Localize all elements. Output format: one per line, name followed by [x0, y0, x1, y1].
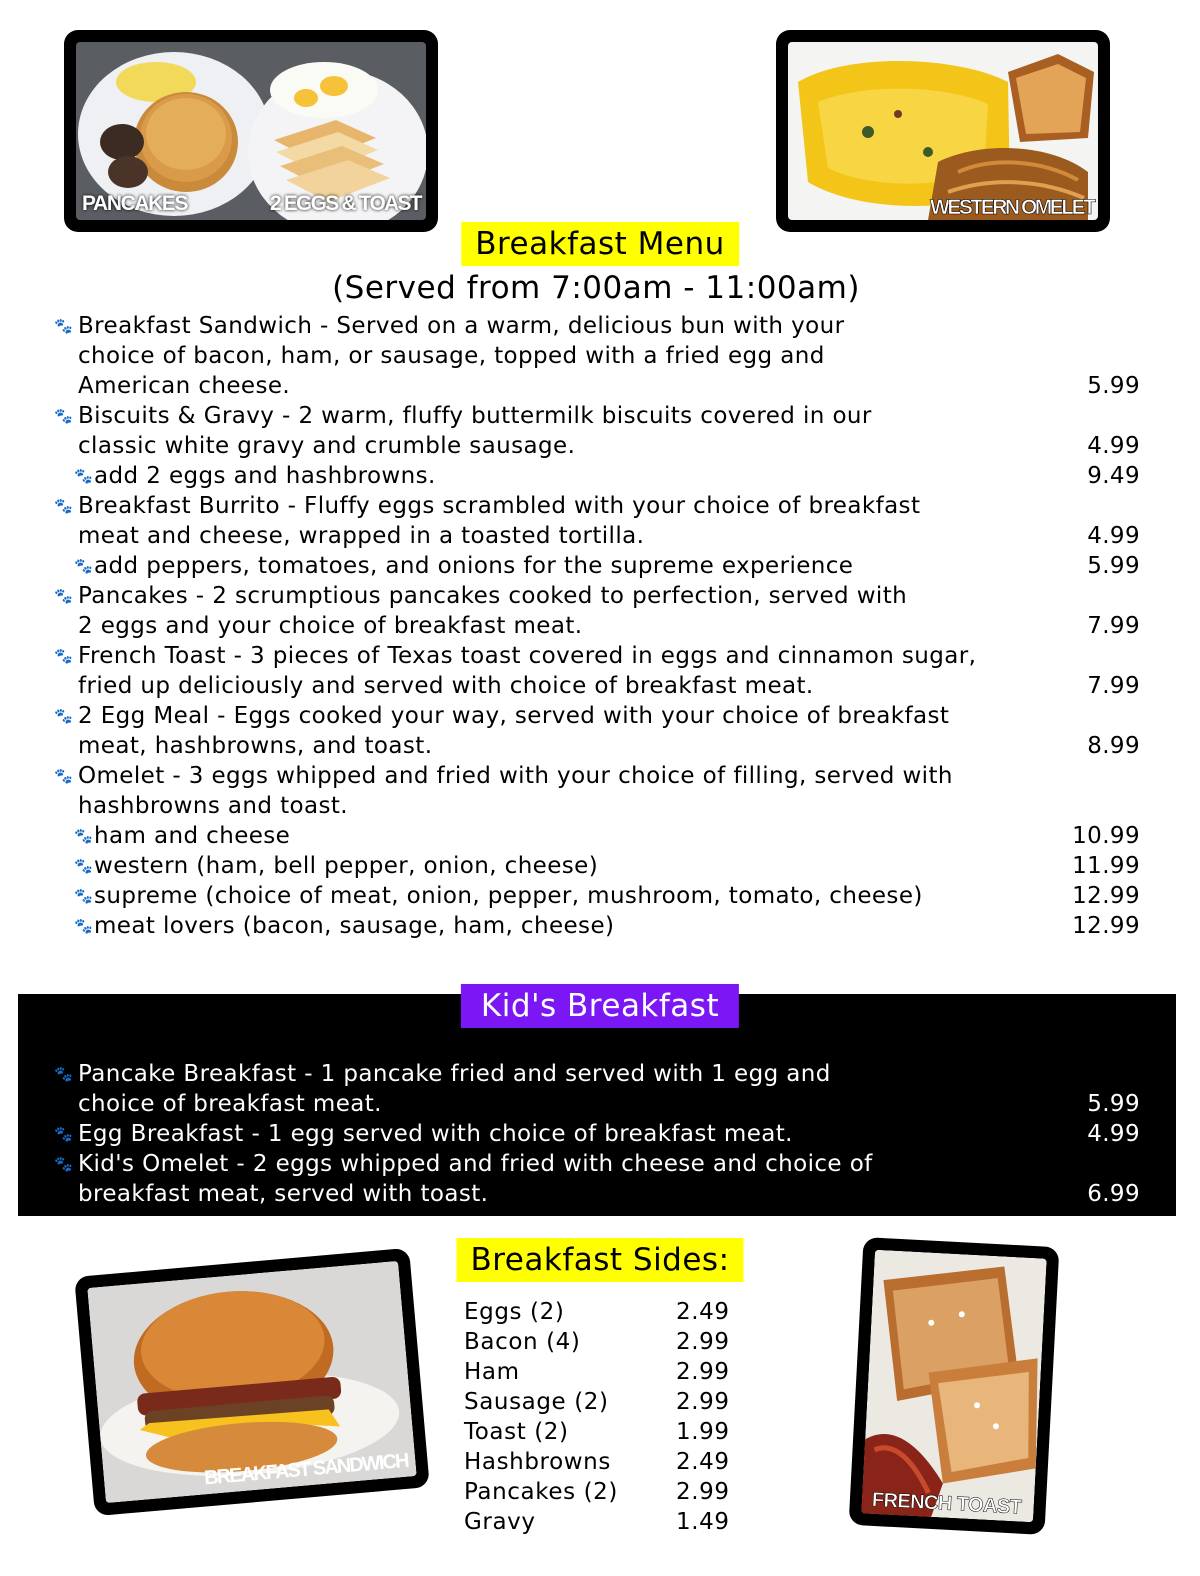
menu-item-line	[54, 431, 1140, 461]
side-item-name: Toast (2)	[464, 1419, 569, 1445]
bullet	[74, 461, 94, 491]
paw-print-icon: 🐾	[54, 767, 74, 785]
pancakes-eggs-photo	[64, 30, 438, 232]
menu-item-line	[54, 701, 1140, 731]
breakfast-menu-title: Breakfast Menu	[461, 222, 739, 266]
side-item-price: 2.99	[676, 1479, 730, 1505]
menu-item-price: 5.99	[1087, 1091, 1140, 1117]
menu-item-line	[54, 371, 1140, 401]
menu-addon-line	[54, 821, 1140, 851]
menu-addon-line	[54, 851, 1140, 881]
bullet	[54, 311, 78, 341]
paw-print-icon: 🐾	[74, 557, 94, 575]
side-item-price: 2.99	[676, 1359, 730, 1385]
menu-addon-text: add peppers, tomatoes, and onions for the supreme experience	[94, 553, 854, 579]
menu-item-line	[54, 671, 1140, 701]
side-item-price: 1.49	[676, 1509, 730, 1535]
western-omelet-photo	[776, 30, 1110, 232]
menu-item-line	[54, 1149, 1140, 1179]
kids-breakfast-title: Kid's Breakfast	[461, 984, 739, 1028]
bullet	[74, 881, 94, 911]
side-item-name: Pancakes (2)	[464, 1479, 618, 1505]
bullet	[54, 581, 78, 611]
menu-item	[54, 311, 1140, 401]
paw-print-icon: 🐾	[54, 407, 74, 425]
menu-item-text: French Toast - 3 pieces of Texas toast covered in eggs and cinnamon sugar,	[78, 643, 977, 669]
breakfast-sandwich-photo	[74, 1248, 430, 1516]
menu-item-line	[54, 581, 1140, 611]
side-item	[464, 1327, 730, 1357]
side-item-price: 2.99	[676, 1329, 730, 1355]
caption-western-omelet: WESTERN OMELET	[930, 196, 1096, 219]
menu-item-text: 2 eggs and your choice of breakfast meat.	[78, 613, 583, 639]
menu-item-line	[54, 761, 1140, 791]
paw-print-icon: 🐾	[54, 497, 74, 515]
french-toast-image	[861, 1250, 1047, 1523]
menu-addon-price: 10.99	[1072, 823, 1140, 849]
menu-addon-price: 12.99	[1072, 883, 1140, 909]
menu-item-text: meat and cheese, wrapped in a toasted tortilla.	[78, 523, 645, 549]
menu-item-price: 7.99	[1087, 613, 1140, 639]
side-item-price: 2.99	[676, 1389, 730, 1415]
menu-item-line	[54, 1059, 1140, 1089]
menu-item-text: classic white gravy and crumble sausage.	[78, 433, 576, 459]
caption-2-eggs-toast: 2 EGGS & TOAST	[270, 192, 422, 215]
side-item-name: Sausage (2)	[464, 1389, 609, 1415]
paw-print-icon: 🐾	[54, 587, 74, 605]
menu-item-text: breakfast meat, served with toast.	[78, 1181, 489, 1207]
side-item	[464, 1357, 730, 1387]
bullet	[54, 641, 78, 671]
menu-item-line	[54, 341, 1140, 371]
side-item	[464, 1297, 730, 1327]
menu-item-text: fried up deliciously and served with choice of breakfast meat.	[78, 673, 814, 699]
menu-item	[54, 581, 1140, 641]
menu-item	[54, 491, 1140, 581]
menu-item-text: meat, hashbrowns, and toast.	[78, 733, 433, 759]
menu-addon-text: supreme (choice of meat, onion, pepper, mushroom, tomato, cheese)	[94, 883, 923, 909]
paw-print-icon: 🐾	[54, 1125, 74, 1143]
menu-item-text: American cheese.	[78, 373, 291, 399]
menu-item-text: choice of bacon, ham, or sausage, topped with a fried egg and	[78, 343, 825, 369]
menu-item-price: 4.99	[1087, 1121, 1140, 1147]
menu-item-price: 5.99	[1087, 373, 1140, 399]
breakfast-hours: (Served from 7:00am - 11:00am)	[332, 270, 860, 306]
paw-print-icon: 🐾	[54, 317, 74, 335]
menu-item-text: 2 Egg Meal - Eggs cooked your way, served with your choice of breakfast	[78, 703, 950, 729]
breakfast-sides-title: Breakfast Sides:	[456, 1238, 743, 1282]
menu-item-text: Omelet - 3 eggs whipped and fried with your choice of filling, served with	[78, 763, 953, 789]
menu-item-line	[54, 791, 1140, 821]
menu-item-price: 4.99	[1087, 523, 1140, 549]
bullet	[74, 851, 94, 881]
menu-item	[54, 401, 1140, 491]
menu-item-text: choice of breakfast meat.	[78, 1091, 382, 1117]
caption-breakfast-sandwich: BREAKFAST SANDWICH	[203, 1449, 411, 1490]
paw-print-icon: 🐾	[54, 1065, 74, 1083]
menu-item	[54, 1059, 1140, 1119]
caption-french-toast: FRENCH TOAST	[871, 1488, 1023, 1519]
side-item	[464, 1417, 730, 1447]
menu-item-line	[54, 731, 1140, 761]
menu-item	[54, 641, 1140, 701]
side-item-price: 2.49	[676, 1299, 730, 1325]
side-item-name: Bacon (4)	[464, 1329, 581, 1355]
menu-addon-price: 11.99	[1072, 853, 1140, 879]
french-toast-photo	[849, 1237, 1060, 1535]
bullet	[74, 551, 94, 581]
menu-item	[54, 1149, 1140, 1209]
breakfast-sandwich-image	[87, 1261, 417, 1503]
bullet	[54, 1059, 78, 1089]
paw-print-icon: 🐾	[74, 827, 94, 845]
menu-item-line	[54, 311, 1140, 341]
menu-item-text: Kid's Omelet - 2 eggs whipped and fried with cheese and choice of	[78, 1151, 873, 1177]
menu-item-price: 7.99	[1087, 673, 1140, 699]
western-omelet-image	[788, 42, 1098, 220]
paw-print-icon: 🐾	[74, 917, 94, 935]
kids-items	[54, 1059, 1140, 1209]
menu-item	[54, 761, 1140, 941]
menu-item-line	[54, 401, 1140, 431]
menu-addon-line	[54, 461, 1140, 491]
menu-addon-price: 5.99	[1087, 553, 1140, 579]
side-item	[464, 1447, 730, 1477]
side-item	[464, 1507, 730, 1537]
side-item-name: Ham	[464, 1359, 520, 1385]
bullet	[74, 911, 94, 941]
breakfast-items	[54, 311, 1140, 941]
side-item	[464, 1387, 730, 1417]
menu-addon-line	[54, 911, 1140, 941]
menu-item-price: 6.99	[1087, 1181, 1140, 1207]
bullet	[54, 761, 78, 791]
menu-item-line	[54, 521, 1140, 551]
menu-item-line	[54, 611, 1140, 641]
menu-item-price: 8.99	[1087, 733, 1140, 759]
bullet	[54, 491, 78, 521]
menu-addon-text: meat lovers (bacon, sausage, ham, cheese)	[94, 913, 615, 939]
side-item-name: Eggs (2)	[464, 1299, 565, 1325]
bullet	[54, 401, 78, 431]
menu-addon-text: western (ham, bell pepper, onion, cheese)	[94, 853, 599, 879]
menu-item-text: Pancakes - 2 scrumptious pancakes cooked to perfection, served with	[78, 583, 908, 609]
menu-item-line	[54, 491, 1140, 521]
menu-item-line	[54, 641, 1140, 671]
menu-item-text: Biscuits & Gravy - 2 warm, fluffy buttermilk biscuits covered in our	[78, 403, 872, 429]
paw-print-icon: 🐾	[74, 887, 94, 905]
menu-item-price: 4.99	[1087, 433, 1140, 459]
paw-print-icon: 🐾	[74, 467, 94, 485]
menu-addon-price: 12.99	[1072, 913, 1140, 939]
menu-addon-text: ham and cheese	[94, 823, 291, 849]
menu-item-text: Breakfast Sandwich - Served on a warm, delicious bun with your	[78, 313, 845, 339]
menu-item-text: Breakfast Burrito - Fluffy eggs scrambled with your choice of breakfast	[78, 493, 921, 519]
paw-print-icon: 🐾	[74, 857, 94, 875]
side-item	[464, 1477, 730, 1507]
paw-print-icon: 🐾	[54, 1155, 74, 1173]
menu-addon-line	[54, 881, 1140, 911]
sides-items	[464, 1297, 730, 1537]
bullet	[54, 1119, 78, 1149]
bullet	[74, 821, 94, 851]
menu-item-text: Pancake Breakfast - 1 pancake fried and served with 1 egg and	[78, 1061, 831, 1087]
paw-print-icon: 🐾	[54, 707, 74, 725]
pancakes-eggs-image	[76, 42, 426, 220]
side-item-price: 2.49	[676, 1449, 730, 1475]
menu-item-text: Egg Breakfast - 1 egg served with choice of breakfast meat.	[78, 1121, 793, 1147]
menu-item-line	[54, 1119, 1140, 1149]
menu-addon-price: 9.49	[1087, 463, 1140, 489]
menu-item-line	[54, 1089, 1140, 1119]
menu-addon-line	[54, 551, 1140, 581]
bullet	[54, 1149, 78, 1179]
menu-item-line	[54, 1179, 1140, 1209]
side-item-price: 1.99	[676, 1419, 730, 1445]
side-item-name: Hashbrowns	[464, 1449, 611, 1475]
menu-item	[54, 701, 1140, 761]
caption-pancakes: PANCAKES	[82, 192, 188, 215]
side-item-name: Gravy	[464, 1509, 536, 1535]
bullet	[54, 701, 78, 731]
menu-item	[54, 1119, 1140, 1149]
paw-print-icon: 🐾	[54, 647, 74, 665]
menu-addon-text: add 2 eggs and hashbrowns.	[94, 463, 436, 489]
menu-item-text: hashbrowns and toast.	[78, 793, 349, 819]
